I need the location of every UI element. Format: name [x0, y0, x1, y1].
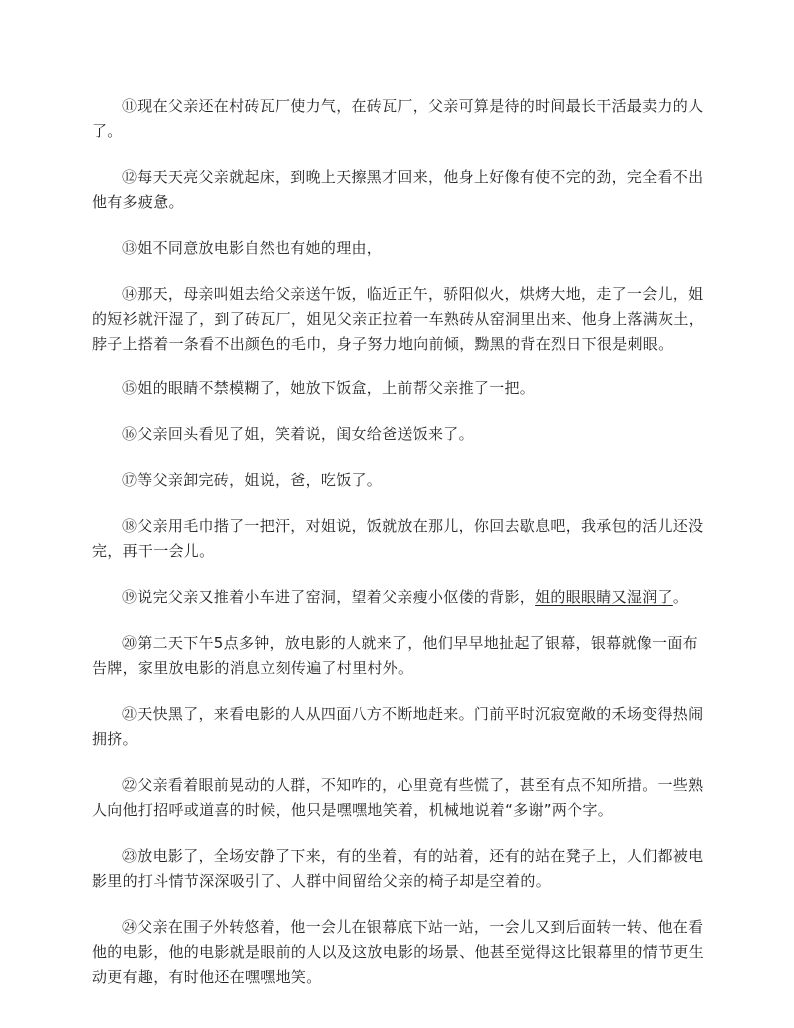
underlined-sentence: 姐的眼眼睛又湿润了	[535, 588, 673, 606]
paragraph-12: ⑫每天天亮父亲就起床，到晚上天擦黑才回来，他身上好像有使不完的劲，完全看不出他有多疲惫。	[92, 168, 704, 211]
paragraph-24: ㉔父亲在围子外转悠着，他一会儿在银幕底下站一站，一会儿又到后面转一转、他在看他的电影，他的电影就是眼前的人以及这放电影的场景、他甚至觉得这比银幕里的情节更生动更有趣，有时他还在嘿嘿地笑。	[92, 918, 705, 986]
paragraph-14: ⑭那天，母亲叫姐去给父亲送午饭，临近正午，骄阳似火，烘烤大地，走了一会儿，姐的短衫就汗湿了，到了砖瓦厂，姐见父亲正拉着一车熟砖从窑洞里出来、他身上落满灰土，脖子上搭着一条看不出颜色的毛巾，身子努力地向前倾，黝黑的背在烈日下很是刺眼。	[92, 285, 705, 353]
paragraph-19	[92, 585, 704, 610]
paragraph-21: ㉑天快黑了，来看电影的人从四面八方不断地赶来。门前平时沉寂宽敞的禾场变得热闹拥挤。	[92, 705, 704, 748]
paragraph-19-text: ⑲说完父亲又推着小车进了窑洞，望着父亲瘦小伛偻的背影，	[122, 588, 536, 606]
paragraph-11: ⑪现在父亲还在村砖瓦厂使力气，在砖瓦厂，父亲可算是待的时间最长干活最卖力的人了。	[92, 97, 704, 140]
paragraph-19-end: 。	[672, 588, 689, 606]
paragraph-15: ⑮姐的眼睛不禁模糊了，她放下饭盒，上前帮父亲推了一把。	[122, 379, 536, 397]
paragraph-17: ⑰等父亲卸完砖，姐说，爸，吃饭了。	[122, 471, 383, 489]
paragraph-20: ⑳第二天下午5点多钟，放电影的人就来了，他们早早地扯起了银幕，银幕就像一面布告牌，家里放电影的消息立刻传遍了村里村外。	[92, 634, 698, 677]
paragraph-16: ⑯父亲回头看见了姐，笑着说，闺女给爸送饭来了。	[122, 425, 474, 443]
paragraph-18: ⑱父亲用毛巾揩了一把汗，对姐说，饭就放在那儿，你回去歇息吧，我承包的活儿还没完，再干一会儿。	[92, 517, 704, 560]
paragraph-13: ⑬姐不同意放电影自然也有她的理由，	[122, 239, 383, 257]
paragraph-22: ㉒父亲看着眼前晃动的人群，不知咋的，心里竟有些慌了，甚至有点不知所措。一些熟人向他打招呼或道喜的时候，他只是嘿嘿地笑着，机械地说着“多谢”两个字。	[92, 776, 704, 819]
document-page	[92, 94, 704, 1011]
paragraph-23: ㉓放电影了，全场安静了下来，有的坐着，有的站着，还有的站在凳子上，人们都被电影里的打斗情节深深吸引了、人群中间留给父亲的椅子却是空着的。	[92, 847, 704, 890]
